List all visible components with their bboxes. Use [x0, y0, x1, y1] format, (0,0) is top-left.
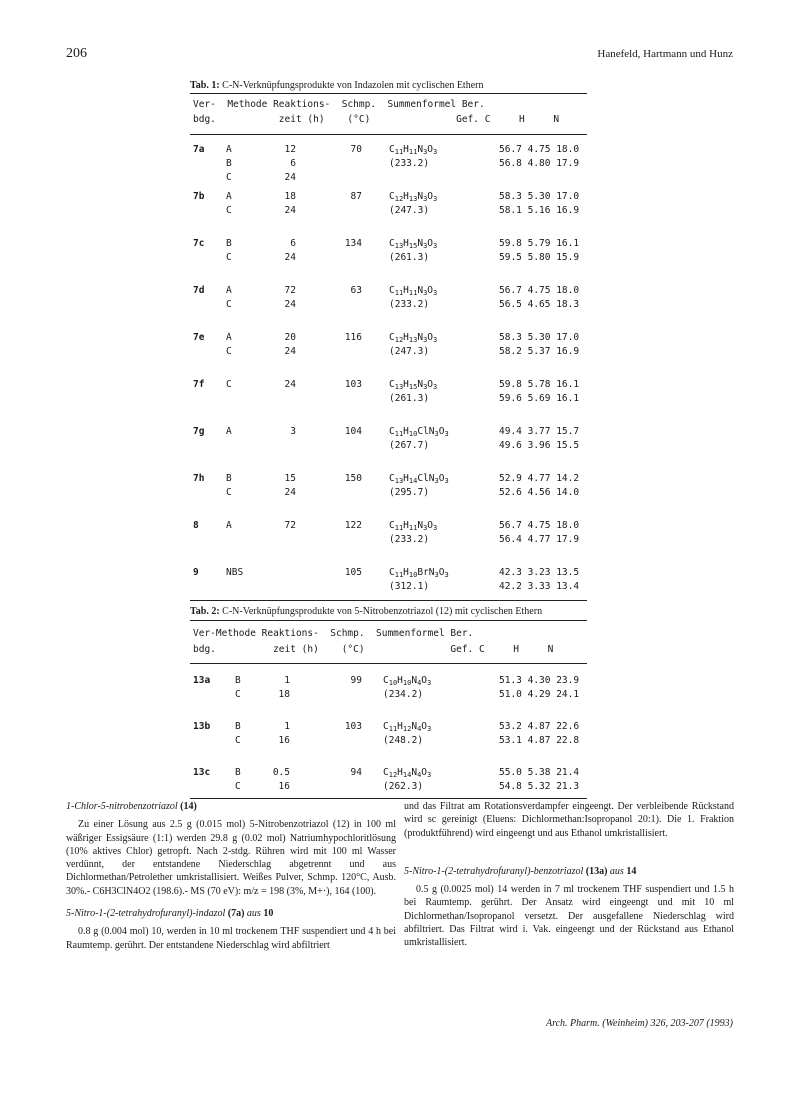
molecular-weight-cell: (248.2) — [383, 735, 424, 746]
formula-element: N — [417, 379, 424, 390]
journal-citation: Arch. Pharm. (Weinheim) 326, 203-207 (1993) — [545, 1018, 733, 1029]
formula-element: C — [389, 520, 395, 531]
section-title-7a: 5-Nitro-1-(2-tetrahydrofuranyl)-indazol — [66, 908, 226, 920]
formula-cell — [389, 520, 437, 534]
formula-subscript: 10 — [388, 679, 398, 687]
analysis-found: 59.5 5.80 15.9 — [499, 252, 580, 263]
formula-subscript: 13 — [408, 195, 418, 203]
table2-bottom-rule — [190, 798, 587, 799]
formula-subscript: 3 — [433, 336, 438, 344]
section-aus-7a: aus — [246, 908, 261, 920]
section-source-13a: 14 — [626, 865, 637, 877]
paragraph-14: Zu einer Lösung aus 2.5 g (0.015 mol) 5-Nitrobenzotriazol (12) in 100 ml wäßriger Essigsäure (1:1) werden 29.8 g (0.02 mol) Natriumhypochloritlösung (10% aktives Chlor) getropft. Nach 2-stdg. Rühren wird mit 100 ml Wasser verdünnt, der entstandene Niederschlag abgetrennt und aus Dichlormethan/Petrolether umkristallisiert. Weißes Pulver, Schmp. 120°C, Ausb. 30%.- C6H3ClN4O2 (198.6).- MS (70 eV): m/z = 198 (3%, M+·), 164 (100). — [66, 819, 396, 897]
analysis-found: 58.2 5.37 16.9 — [499, 346, 580, 357]
formula-element: O — [438, 473, 445, 484]
formula-element: O — [421, 675, 428, 686]
formula-subscript: 11 — [388, 725, 398, 733]
melting-point-cell: 134 — [344, 238, 362, 249]
formula-element: O — [427, 191, 434, 202]
section-heading-14 — [66, 800, 396, 813]
compound-id: 7c — [193, 238, 205, 249]
formula-element: O — [427, 285, 434, 296]
analysis-found: 51.0 4.29 24.1 — [499, 689, 580, 700]
formula-subscript: 14 — [402, 771, 412, 779]
formula-element: H — [403, 473, 409, 484]
method-cell: C — [226, 252, 232, 263]
formula-element: C — [389, 191, 395, 202]
molecular-weight-cell: (312.1) — [389, 581, 430, 592]
formula-element: O — [421, 721, 428, 732]
formula-subscript: 3 — [423, 336, 428, 344]
formula-element: C — [383, 675, 389, 686]
method-cell: B — [226, 158, 232, 169]
paragraph-7a: 0.8 g (0.004 mol) 10, werden in 10 ml trockenem THF suspendiert und 4 h bei Raumtemp. gerührt. Der entstandene Niederschlag wird abfiltriert — [66, 926, 396, 951]
formula-element: N — [417, 191, 424, 202]
formula-element: O — [421, 767, 428, 778]
method-cell: A — [226, 144, 232, 155]
time-cell: 1 — [284, 675, 290, 686]
section-heading-13a — [404, 865, 734, 878]
molecular-weight-cell: (233.2) — [389, 299, 430, 310]
formula-subscript: 3 — [434, 571, 439, 579]
analysis-calculated: 56.7 4.75 18.0 — [499, 285, 580, 296]
table2-top-rule — [190, 620, 587, 621]
formula-subscript: 3 — [444, 477, 449, 485]
time-cell: 18 — [284, 191, 296, 202]
formula-subscript: 11 — [408, 289, 418, 297]
method-cell: C — [226, 299, 232, 310]
time-cell: 72 — [284, 520, 296, 531]
compound-id: 7b — [193, 191, 205, 202]
analysis-found: 59.6 5.69 16.1 — [499, 393, 580, 404]
method-cell: B — [226, 473, 232, 484]
analysis-calculated: 49.4 3.77 15.7 — [499, 426, 580, 437]
formula-cell — [383, 721, 431, 735]
formula-subscript: 11 — [394, 571, 404, 579]
formula-cell — [383, 767, 431, 781]
formula-element: N — [417, 285, 424, 296]
time-cell: 6 — [290, 238, 296, 249]
method-cell: A — [226, 191, 232, 202]
formula-element: H — [397, 675, 403, 686]
formula-subscript: 3 — [423, 524, 428, 532]
section-title-14: 1-Chlor-5-nitrobenzotriazol — [66, 801, 178, 812]
compound-id: 7d — [193, 285, 205, 296]
formula-element: O — [427, 144, 434, 155]
table1-label: Tab. 1: — [190, 80, 220, 91]
method-cell: B — [235, 721, 241, 732]
table2-label: Tab. 2: — [190, 606, 220, 617]
formula-subscript: 3 — [423, 242, 428, 250]
formula-element: H — [403, 332, 409, 343]
analysis-found: 49.6 3.96 15.5 — [499, 440, 580, 451]
compound-id: 7e — [193, 332, 205, 343]
analysis-found: 54.8 5.32 21.3 — [499, 781, 580, 792]
melting-point-cell: 105 — [344, 567, 362, 578]
formula-element: N — [411, 721, 418, 732]
method-cell: C — [235, 735, 241, 746]
formula-element: N — [417, 144, 424, 155]
formula-subscript: 3 — [434, 477, 439, 485]
time-cell: 18 — [278, 689, 290, 700]
method-cell: B — [226, 238, 232, 249]
formula-subscript: 15 — [408, 242, 418, 250]
analysis-calculated: 58.3 5.30 17.0 — [499, 191, 580, 202]
analysis-calculated: 59.8 5.78 16.1 — [499, 379, 580, 390]
method-cell: C — [226, 487, 232, 498]
formula-element: H — [403, 567, 409, 578]
formula-subscript: 3 — [434, 430, 439, 438]
formula-cell — [389, 238, 437, 252]
formula-element: C — [389, 285, 395, 296]
page-number: 206 — [66, 46, 87, 61]
time-cell: 3 — [290, 426, 296, 437]
table2-caption-text: C-N-Verknüpfungsprodukte von 5-Nitrobenzotriazol (12) mit cyclischen Ethern — [222, 606, 543, 617]
formula-element: H — [403, 238, 409, 249]
formula-subscript: 3 — [433, 148, 438, 156]
analysis-calculated: 56.7 4.75 18.0 — [499, 144, 580, 155]
section-compound-13a: (13a) — [585, 865, 608, 877]
melting-point-cell: 99 — [350, 675, 362, 686]
analysis-found: 56.4 4.77 17.9 — [499, 534, 580, 545]
formula-element: O — [427, 379, 434, 390]
time-cell: 1 — [284, 721, 290, 732]
compound-id: 7g — [193, 426, 205, 437]
formula-subscript: 4 — [417, 725, 422, 733]
formula-cell — [389, 473, 449, 487]
formula-element: C — [389, 332, 395, 343]
formula-subscript: 10 — [408, 571, 418, 579]
formula-subscript: 3 — [433, 289, 438, 297]
analysis-found: 56.8 4.80 17.9 — [499, 158, 580, 169]
formula-element: O — [427, 332, 434, 343]
time-cell: 16 — [278, 735, 290, 746]
formula-cell — [389, 144, 437, 158]
molecular-weight-cell: (262.3) — [383, 781, 424, 792]
time-cell: 15 — [284, 473, 296, 484]
time-cell: 6 — [290, 158, 296, 169]
time-cell: 12 — [284, 144, 296, 155]
compound-id: 7a — [193, 144, 205, 155]
formula-subscript: 3 — [423, 148, 428, 156]
molecular-weight-cell: (295.7) — [389, 487, 430, 498]
formula-subscript: 3 — [433, 524, 438, 532]
melting-point-cell: 70 — [350, 144, 362, 155]
formula-subscript: 15 — [408, 383, 418, 391]
molecular-weight-cell: (267.7) — [389, 440, 430, 451]
formula-subscript: 13 — [408, 336, 418, 344]
method-cell: C — [235, 689, 241, 700]
table1-caption — [190, 80, 483, 91]
analysis-found: 52.6 4.56 14.0 — [499, 487, 580, 498]
time-cell: 24 — [284, 487, 296, 498]
formula-element: C — [389, 473, 395, 484]
molecular-weight-cell: (261.3) — [389, 252, 430, 263]
analysis-calculated: 56.7 4.75 18.0 — [499, 520, 580, 531]
method-cell: A — [226, 285, 232, 296]
compound-id: 13a — [193, 675, 211, 686]
compound-id: 13b — [193, 721, 211, 732]
formula-cell — [389, 191, 437, 205]
time-cell: 24 — [284, 205, 296, 216]
right-column — [404, 800, 734, 950]
molecular-weight-cell: (233.2) — [389, 534, 430, 545]
formula-element: C — [389, 426, 395, 437]
formula-element: H — [403, 285, 409, 296]
formula-element: BrN — [417, 567, 435, 578]
formula-subscript: 10 — [402, 679, 412, 687]
method-cell: A — [226, 426, 232, 437]
melting-point-cell: 63 — [350, 285, 362, 296]
method-cell: B — [235, 675, 241, 686]
table1-top-rule — [190, 93, 587, 94]
formula-element: N — [411, 675, 418, 686]
formula-subscript: 4 — [417, 771, 422, 779]
time-cell: 72 — [284, 285, 296, 296]
formula-subscript: 11 — [408, 148, 418, 156]
formula-subscript: 12 — [394, 195, 404, 203]
formula-element: H — [397, 721, 403, 732]
melting-point-cell: 87 — [350, 191, 362, 202]
formula-element: ClN — [417, 426, 435, 437]
formula-subscript: 13 — [394, 383, 404, 391]
table1-header-rule — [190, 134, 587, 135]
formula-subscript: 11 — [394, 148, 404, 156]
formula-element: H — [403, 426, 409, 437]
formula-subscript: 3 — [423, 195, 428, 203]
time-cell: 24 — [284, 252, 296, 263]
analysis-calculated: 58.3 5.30 17.0 — [499, 332, 580, 343]
formula-element: N — [417, 238, 424, 249]
formula-subscript: 11 — [394, 430, 404, 438]
formula-subscript: 11 — [408, 524, 418, 532]
table1-header-line1: Ver- Methode Reaktions- Schmp. Summenformel Ber. — [193, 99, 485, 110]
formula-subscript: 12 — [388, 771, 398, 779]
formula-element: C — [383, 721, 389, 732]
time-cell: 24 — [284, 346, 296, 357]
formula-element: H — [403, 191, 409, 202]
analysis-found: 53.1 4.87 22.8 — [499, 735, 580, 746]
analysis-calculated: 52.9 4.77 14.2 — [499, 473, 580, 484]
formula-element: O — [427, 520, 434, 531]
formula-subscript: 3 — [427, 771, 432, 779]
formula-element: O — [438, 426, 445, 437]
formula-subscript: 3 — [433, 195, 438, 203]
formula-element: N — [417, 332, 424, 343]
melting-point-cell: 150 — [344, 473, 362, 484]
melting-point-cell: 116 — [344, 332, 362, 343]
running-head: Hanefeld, Hartmann und Hunz — [597, 48, 733, 60]
formula-element: O — [427, 238, 434, 249]
formula-subscript: 10 — [408, 430, 418, 438]
analysis-found: 56.5 4.65 18.3 — [499, 299, 580, 310]
formula-subscript: 3 — [423, 383, 428, 391]
left-column — [66, 800, 396, 952]
paragraph-13a: 0.5 g (0.0025 mol) 14 werden in 7 ml trockenem THF suspendiert und 1.5 h bei Raumtemp. gerührt. Der Ansatz wird eingeengt und mit 10 ml Dichlormethan/Isopropanol versetzt. Der ausgefallene Niederschlag wird abfiltriert. Das Filtrat wird i. Vak. eingeengt und der Rückstand aus Ethanol umkristallisiert. — [404, 884, 734, 949]
melting-point-cell: 104 — [344, 426, 362, 437]
table1-header-line2: bdg. zeit (h) (°C) Gef. C H N — [193, 114, 560, 125]
method-cell: A — [226, 520, 232, 531]
analysis-found: 42.2 3.33 13.4 — [499, 581, 580, 592]
compound-id: 7f — [193, 379, 205, 390]
melting-point-cell: 94 — [350, 767, 362, 778]
formula-element: C — [389, 238, 395, 249]
formula-subscript: 3 — [427, 679, 432, 687]
formula-subscript: 13 — [394, 242, 404, 250]
formula-subscript: 3 — [433, 383, 438, 391]
method-cell: C — [226, 379, 232, 390]
compound-id: 9 — [193, 567, 199, 578]
analysis-calculated: 53.2 4.87 22.6 — [499, 721, 580, 732]
compound-id: 7h — [193, 473, 205, 484]
formula-element: H — [397, 767, 403, 778]
table2-header-line2: bdg. zeit (h) (°C) Gef. C H N — [193, 644, 554, 655]
formula-subscript: 12 — [394, 336, 404, 344]
time-cell: 16 — [278, 781, 290, 792]
formula-subscript: 12 — [402, 725, 412, 733]
formula-element: C — [383, 767, 389, 778]
formula-subscript: 3 — [444, 430, 449, 438]
molecular-weight-cell: (247.3) — [389, 205, 430, 216]
section-aus-13a: aus — [609, 865, 624, 877]
molecular-weight-cell: (233.2) — [389, 158, 430, 169]
time-cell: 24 — [284, 172, 296, 183]
time-cell: 24 — [284, 299, 296, 310]
formula-subscript: 13 — [394, 477, 404, 485]
formula-element: N — [411, 767, 418, 778]
formula-element: H — [403, 520, 409, 531]
section-compound-14: (14) — [180, 801, 197, 812]
formula-cell — [383, 675, 431, 689]
formula-element: C — [389, 379, 395, 390]
method-cell: C — [226, 205, 232, 216]
formula-subscript: 11 — [394, 524, 404, 532]
section-title-13a: 5-Nitro-1-(2-tetrahydrofuranyl)-benzotriazol — [404, 865, 584, 877]
analysis-calculated: 42.3 3.23 13.5 — [499, 567, 580, 578]
formula-cell — [389, 426, 449, 440]
formula-cell — [389, 332, 437, 346]
formula-cell — [389, 285, 437, 299]
method-cell: A — [226, 332, 232, 343]
method-cell: C — [226, 346, 232, 357]
time-cell: 0.5 — [272, 767, 290, 778]
analysis-found: 58.1 5.16 16.9 — [499, 205, 580, 216]
formula-element: ClN — [417, 473, 435, 484]
formula-element: C — [389, 144, 395, 155]
analysis-calculated: 51.3 4.30 23.9 — [499, 675, 580, 686]
formula-subscript: 11 — [394, 289, 404, 297]
formula-element: N — [417, 520, 424, 531]
formula-subscript: 3 — [433, 242, 438, 250]
formula-cell — [389, 567, 449, 581]
molecular-weight-cell: (234.2) — [383, 689, 424, 700]
table2-caption — [190, 606, 542, 617]
melting-point-cell: 103 — [344, 379, 362, 390]
melting-point-cell: 122 — [344, 520, 362, 531]
table2-header-line1: Ver-Methode Reaktions- Schmp. Summenformel Ber. — [193, 628, 474, 639]
section-source-7a: 10 — [263, 908, 274, 920]
molecular-weight-cell: (247.3) — [389, 346, 430, 357]
formula-subscript: 3 — [444, 571, 449, 579]
formula-cell — [389, 379, 437, 393]
time-cell: 20 — [284, 332, 296, 343]
table1-bottom-rule — [190, 600, 587, 601]
melting-point-cell: 103 — [344, 721, 362, 732]
molecular-weight-cell: (261.3) — [389, 393, 430, 404]
formula-subscript: 3 — [423, 289, 428, 297]
section-compound-7a: (7a) — [227, 908, 245, 920]
formula-subscript: 14 — [408, 477, 418, 485]
formula-element: O — [438, 567, 445, 578]
compound-id: 8 — [193, 520, 199, 531]
method-cell: NBS — [226, 567, 244, 578]
time-cell: 24 — [284, 379, 296, 390]
formula-subscript: 3 — [427, 725, 432, 733]
section-heading-7a — [66, 907, 396, 920]
table2-header-rule — [190, 663, 587, 664]
method-cell: C — [235, 781, 241, 792]
analysis-calculated: 59.8 5.79 16.1 — [499, 238, 580, 249]
compound-id: 13c — [193, 767, 211, 778]
formula-element: H — [403, 379, 409, 390]
formula-element: C — [389, 567, 395, 578]
formula-element: H — [403, 144, 409, 155]
paragraph-7a-continued: und das Filtrat am Rotationsverdampfer eingeengt. Der verbleibende Rückstand wird sc gereinigt (Eluens: Dichlormethan:Isopropanol 20:1). Die 1. Fraktion (produktführend) wird eingeengt und aus Ethanol umkristallisiert. — [404, 801, 734, 839]
method-cell: B — [235, 767, 241, 778]
analysis-calculated: 55.0 5.38 21.4 — [499, 767, 580, 778]
formula-subscript: 4 — [417, 679, 422, 687]
method-cell: C — [226, 172, 232, 183]
table1-caption-text: C-N-Verknüpfungsprodukte von Indazolen mit cyclischen Ethern — [222, 80, 484, 91]
